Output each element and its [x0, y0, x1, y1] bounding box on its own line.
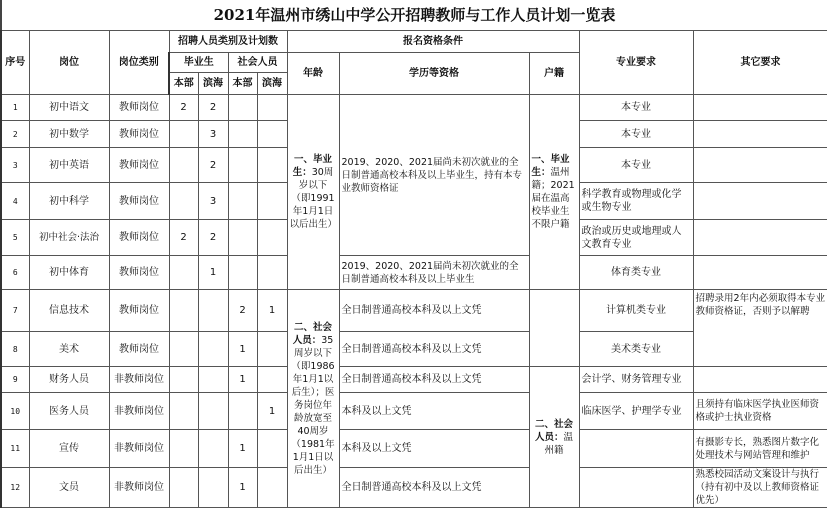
- cell-type: 教师岗位: [109, 256, 169, 290]
- cell-soc-benbu: 1: [228, 332, 257, 367]
- cell-grad-binhai: 2: [198, 95, 228, 121]
- cell-other: 招聘录用2年内必须取得本专业教师资格证，否则予以解聘: [693, 290, 827, 367]
- table-row: [1, 290, 827, 332]
- cell-education: 全日制普通高校本科及以上文凭: [339, 290, 529, 332]
- cell-grad-binhai: [198, 367, 228, 393]
- document-title: 2021年温州市绣山中学公开招聘教师与工作人员计划一览表: [0, 0, 827, 30]
- cell-position: 信息技术: [29, 290, 109, 332]
- cell-type: 教师岗位: [109, 332, 169, 367]
- household-graduate-label: 一、毕业生：: [531, 154, 570, 178]
- cell-seq: 2: [1, 121, 29, 148]
- cell-other: 熟悉校园活动文案设计与执行（持有初中及以上教师资格证优先）: [693, 468, 827, 508]
- cell-education: 全日制普通高校本科及以上文凭: [339, 468, 529, 508]
- header-social: 社会人员: [228, 53, 287, 73]
- cell-soc-binhai: [257, 220, 287, 256]
- cell-soc-binhai: 1: [257, 393, 287, 430]
- household-social-text: 温州籍: [544, 431, 574, 456]
- cell-grad-binhai: 2: [198, 220, 228, 256]
- cell-age-graduate: [287, 95, 339, 290]
- cell-soc-binhai: 1: [257, 290, 287, 332]
- cell-education: 本科及以上文凭: [339, 393, 529, 430]
- table-row: [1, 95, 827, 121]
- cell-other: [693, 220, 827, 256]
- cell-grad-benbu: [169, 332, 198, 367]
- cell-type: 非教师岗位: [109, 393, 169, 430]
- header-other: 其它要求: [693, 31, 827, 95]
- cell-position: 初中语文: [29, 95, 109, 121]
- cell-grad-binhai: 1: [198, 256, 228, 290]
- cell-grad-benbu: 2: [169, 95, 198, 121]
- cell-soc-binhai: [257, 183, 287, 220]
- cell-grad-binhai: [198, 290, 228, 332]
- age-social-label: 二、社会人员：: [292, 321, 332, 346]
- cell-education-teacher: 2019、2020、2021届尚未初次就业的全日制普通高校本科及以上毕业生: [339, 256, 529, 290]
- header-seq: 序号: [1, 31, 29, 95]
- table-row: [1, 367, 827, 393]
- cell-major: 美术类专业: [579, 332, 693, 367]
- header-position-type: 岗位类别: [109, 31, 169, 95]
- header-grad-binhai: 滨海: [198, 73, 228, 95]
- cell-major: [579, 468, 693, 508]
- cell-grad-binhai: [198, 332, 228, 367]
- cell-education: 全日制普通高校本科及以上文凭: [339, 332, 529, 367]
- cell-major: 科学教育或物理或化学或生物专业: [579, 183, 693, 220]
- cell-grad-binhai: 3: [198, 183, 228, 220]
- cell-major: 临床医学、护理学专业: [579, 393, 693, 430]
- household-social-label: 二、社会人员：: [535, 418, 574, 443]
- header-age: 年龄: [287, 53, 339, 95]
- cell-type: 非教师岗位: [109, 430, 169, 468]
- cell-seq: 11: [1, 430, 29, 468]
- cell-soc-binhai: [257, 256, 287, 290]
- cell-soc-benbu: [228, 148, 257, 183]
- cell-soc-binhai: [257, 367, 287, 393]
- cell-other: 且须持有临床医学执业医师资格或护士执业资格: [693, 393, 827, 430]
- table-row: [1, 430, 827, 468]
- cell-seq: 10: [1, 393, 29, 430]
- cell-grad-binhai: 3: [198, 121, 228, 148]
- table-row: [1, 256, 827, 290]
- cell-soc-binhai: [257, 95, 287, 121]
- header-qualification-group: 报名资格条件: [287, 31, 579, 53]
- header-recruit-group: 招聘人员类别及计划数: [169, 31, 287, 53]
- cell-soc-benbu: [228, 183, 257, 220]
- cell-type: 非教师岗位: [109, 367, 169, 393]
- cell-other: [693, 95, 827, 121]
- header-position: 岗位: [29, 31, 109, 95]
- cell-position: 初中科学: [29, 183, 109, 220]
- header-grad-benbu: 本部: [169, 73, 198, 95]
- cell-soc-benbu: 1: [228, 468, 257, 508]
- cell-soc-binhai: [257, 148, 287, 183]
- cell-soc-benbu: [228, 95, 257, 121]
- cell-type: 教师岗位: [109, 220, 169, 256]
- cell-position: 初中英语: [29, 148, 109, 183]
- cell-grad-benbu: [169, 393, 198, 430]
- cell-grad-binhai: [198, 393, 228, 430]
- cell-soc-benbu: [228, 220, 257, 256]
- cell-position: 初中社会·法治: [29, 220, 109, 256]
- cell-major: 本专业: [579, 148, 693, 183]
- cell-grad-benbu: [169, 290, 198, 332]
- cell-grad-benbu: [169, 468, 198, 508]
- cell-other: [693, 183, 827, 220]
- cell-soc-benbu: [228, 393, 257, 430]
- cell-soc-benbu: [228, 256, 257, 290]
- cell-type: 教师岗位: [109, 148, 169, 183]
- age-social-text: 35周岁以下（即1986年1月1以后生）；医务岗位年龄放宽至40周岁（1981年1月1日以后出生）: [291, 334, 335, 476]
- table-row: [1, 468, 827, 508]
- cell-position: 美术: [29, 332, 109, 367]
- header-education: 学历等资格: [339, 53, 529, 95]
- cell-seq: 1: [1, 95, 29, 121]
- cell-position: 文员: [29, 468, 109, 508]
- cell-major: 体育类专业: [579, 256, 693, 290]
- cell-seq: 5: [1, 220, 29, 256]
- cell-education: 本科及以上文凭: [339, 430, 529, 468]
- cell-soc-benbu: 1: [228, 367, 257, 393]
- cell-major: 会计学、财务管理专业: [579, 367, 693, 393]
- cell-major: [579, 430, 693, 468]
- cell-grad-benbu: [169, 183, 198, 220]
- cell-position: 宣传: [29, 430, 109, 468]
- cell-type: 非教师岗位: [109, 468, 169, 508]
- household-graduate-text: 温州籍；2021届在温高校毕业生不限户籍: [531, 167, 575, 230]
- cell-major: 本专业: [579, 95, 693, 121]
- header-soc-binhai: 滨海: [257, 73, 287, 95]
- cell-grad-benbu: [169, 121, 198, 148]
- cell-other: [693, 367, 827, 393]
- cell-position: 初中数学: [29, 121, 109, 148]
- header-household: 户籍: [529, 53, 579, 95]
- cell-grad-binhai: 2: [198, 148, 228, 183]
- cell-soc-binhai: [257, 430, 287, 468]
- cell-seq: 7: [1, 290, 29, 332]
- cell-other: [693, 148, 827, 183]
- cell-type: 教师岗位: [109, 183, 169, 220]
- cell-major: 本专业: [579, 121, 693, 148]
- cell-major: 计算机类专业: [579, 290, 693, 332]
- cell-other: [693, 121, 827, 148]
- cell-soc-binhai: [257, 468, 287, 508]
- cell-age-social: [287, 290, 339, 508]
- header-graduates: 毕业生: [169, 53, 228, 73]
- cell-soc-binhai: [257, 332, 287, 367]
- cell-other: [693, 256, 827, 290]
- cell-grad-benbu: 2: [169, 220, 198, 256]
- cell-position: 医务人员: [29, 393, 109, 430]
- cell-position: 初中体育: [29, 256, 109, 290]
- cell-seq: 8: [1, 332, 29, 367]
- header-major: 专业要求: [579, 31, 693, 95]
- table-row: [1, 393, 827, 430]
- header-soc-benbu: 本部: [228, 73, 257, 95]
- cell-education: 全日制普通高校本科及以上文凭: [339, 367, 529, 393]
- cell-seq: 4: [1, 183, 29, 220]
- age-graduate-label: 一、毕业生：: [292, 154, 332, 178]
- cell-household-graduate: [529, 95, 579, 290]
- cell-grad-binhai: [198, 430, 228, 468]
- cell-other: 有摄影专长，熟悉图片数字化处理技术与网站管理和维护: [693, 430, 827, 468]
- cell-soc-benbu: 2: [228, 290, 257, 332]
- cell-seq: 6: [1, 256, 29, 290]
- cell-grad-benbu: [169, 256, 198, 290]
- cell-grad-binhai: [198, 468, 228, 508]
- cell-major: 政治或历史或地理或人文教育专业: [579, 220, 693, 256]
- cell-grad-benbu: [169, 148, 198, 183]
- cell-type: 教师岗位: [109, 95, 169, 121]
- cell-soc-binhai: [257, 121, 287, 148]
- cell-position: 财务人员: [29, 367, 109, 393]
- cell-household-social: [529, 367, 579, 508]
- cell-type: 教师岗位: [109, 290, 169, 332]
- cell-soc-benbu: [228, 121, 257, 148]
- cell-seq: 12: [1, 468, 29, 508]
- cell-seq: 3: [1, 148, 29, 183]
- age-graduate-text: 30周岁以下（即1991年1月1日以后出生）: [289, 167, 338, 230]
- cell-seq: 9: [1, 367, 29, 393]
- cell-education-teacher-cert: 2019、2020、2021届尚未初次就业的全日制普通高校本科及以上毕业生，持有本专业教师资格证: [339, 95, 529, 256]
- cell-type: 教师岗位: [109, 121, 169, 148]
- cell-household-empty: [529, 290, 579, 367]
- cell-grad-benbu: [169, 367, 198, 393]
- cell-grad-benbu: [169, 430, 198, 468]
- cell-soc-benbu: 1: [228, 430, 257, 468]
- recruitment-plan-table: [0, 30, 827, 508]
